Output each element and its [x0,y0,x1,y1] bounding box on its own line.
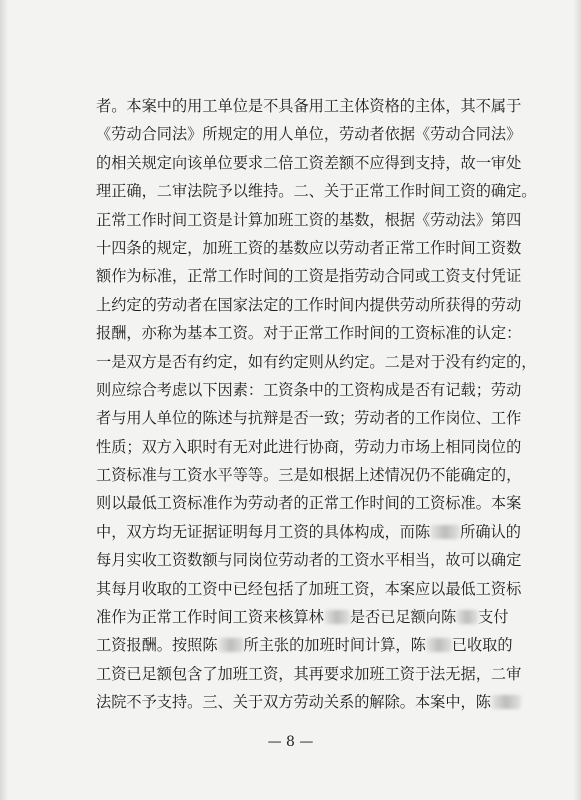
page-edge-shadow-right [573,0,581,800]
text-line-21: 工资已足额包含了加班工资，其再要求加班工资于法无据，二审 [96,664,522,683]
text-line-7: 额作为标准，正常工作时间的工资是指劳动合同或工资支付凭证 [96,267,522,286]
text-line-19 [96,603,516,631]
text-line-16a: 中，双方均无证据证明每月工资的具体构成，而陈 [96,522,431,541]
redacted-name [218,638,244,652]
text-line-8: 上约定的劳动者在国家法定的工作时间内提供劳动所获得的劳动 [96,295,522,314]
text-line-22a: 法院不予支持。三、关于双方劳动关系的解除。本案中，陈 [96,693,491,712]
page-number: — 8 — [267,734,314,750]
text-line-4: 理正确，二审法院予以维持。二、关于正常工作时间工资的确定。 [96,182,537,201]
text-line-13: 性质；双方入职时有无对此进行协商，劳动力市场上相同岗位的 [96,437,522,456]
redacted-name [324,610,350,624]
redacted-name [426,638,452,652]
text-line-14: 工资标准与工资水平等等。三是如根据上述情况仍不能确定的， [96,466,522,485]
redacted-name [430,525,460,539]
text-line-19c: 支付 [478,608,509,627]
text-line-17: 每月实收工资数额与同岗位劳动者的工资水平相当，故可以确定 [96,551,522,570]
text-line-20a: 工资报酬。按照陈 [96,636,218,655]
text-line-2: 《劳动合同法》所规定的用人单位，劳动者依据《劳动合同法》 [96,125,522,144]
text-line-19b: 是否已足额向陈 [349,608,457,627]
text-line-19a: 准作为正常工作时间工资来核算林 [96,608,324,627]
text-line-22 [96,688,516,716]
text-line-20c: 已收取的 [451,636,513,655]
text-line-20 [96,631,516,659]
page-edge-shadow-left [0,0,8,800]
document-body [96,92,537,717]
text-line-6: 十四条的规定，加班工资的基数应以劳动者正常工作时间工资数 [96,238,522,257]
redacted-name [491,695,521,709]
text-line-10: 一是双方是否有约定，如有约定则从约定。二是对于没有约定的， [96,352,537,371]
text-line-1: 者。本案中的用工单位是不具备用工主体资格的主体，其不属于 [96,97,522,115]
text-line-11: 则应综合考虑以下因素：工资条中的工资构成是否有记载；劳动 [96,380,522,399]
text-line-16 [96,518,521,546]
text-line-12: 者与用人单位的陈述与抗辩是否一致；劳动者的工作岗位、工作 [96,409,522,428]
text-line-5: 正常工作时间工资是计算加班工资的基数，根据《劳动法》第四 [96,210,522,229]
text-line-3: 的相关规定向该单位要求二倍工资差额不应得到支持，故一审处 [96,153,522,172]
redacted-name [456,610,478,624]
text-line-18: 其每月收取的工资中已经包括了加班工资，本案应以最低工资标 [96,579,522,598]
text-line-9: 报酬，亦称为基本工资。对于正常工作时间的工资标准的认定： [96,324,522,343]
text-line-16b: 所确认的 [460,522,521,541]
text-line-20b: 所主张的加班时间计算，陈 [243,636,426,655]
text-line-15: 则以最低工资标准作为劳动者的正常工作时间的工资标准。本案 [96,494,522,513]
